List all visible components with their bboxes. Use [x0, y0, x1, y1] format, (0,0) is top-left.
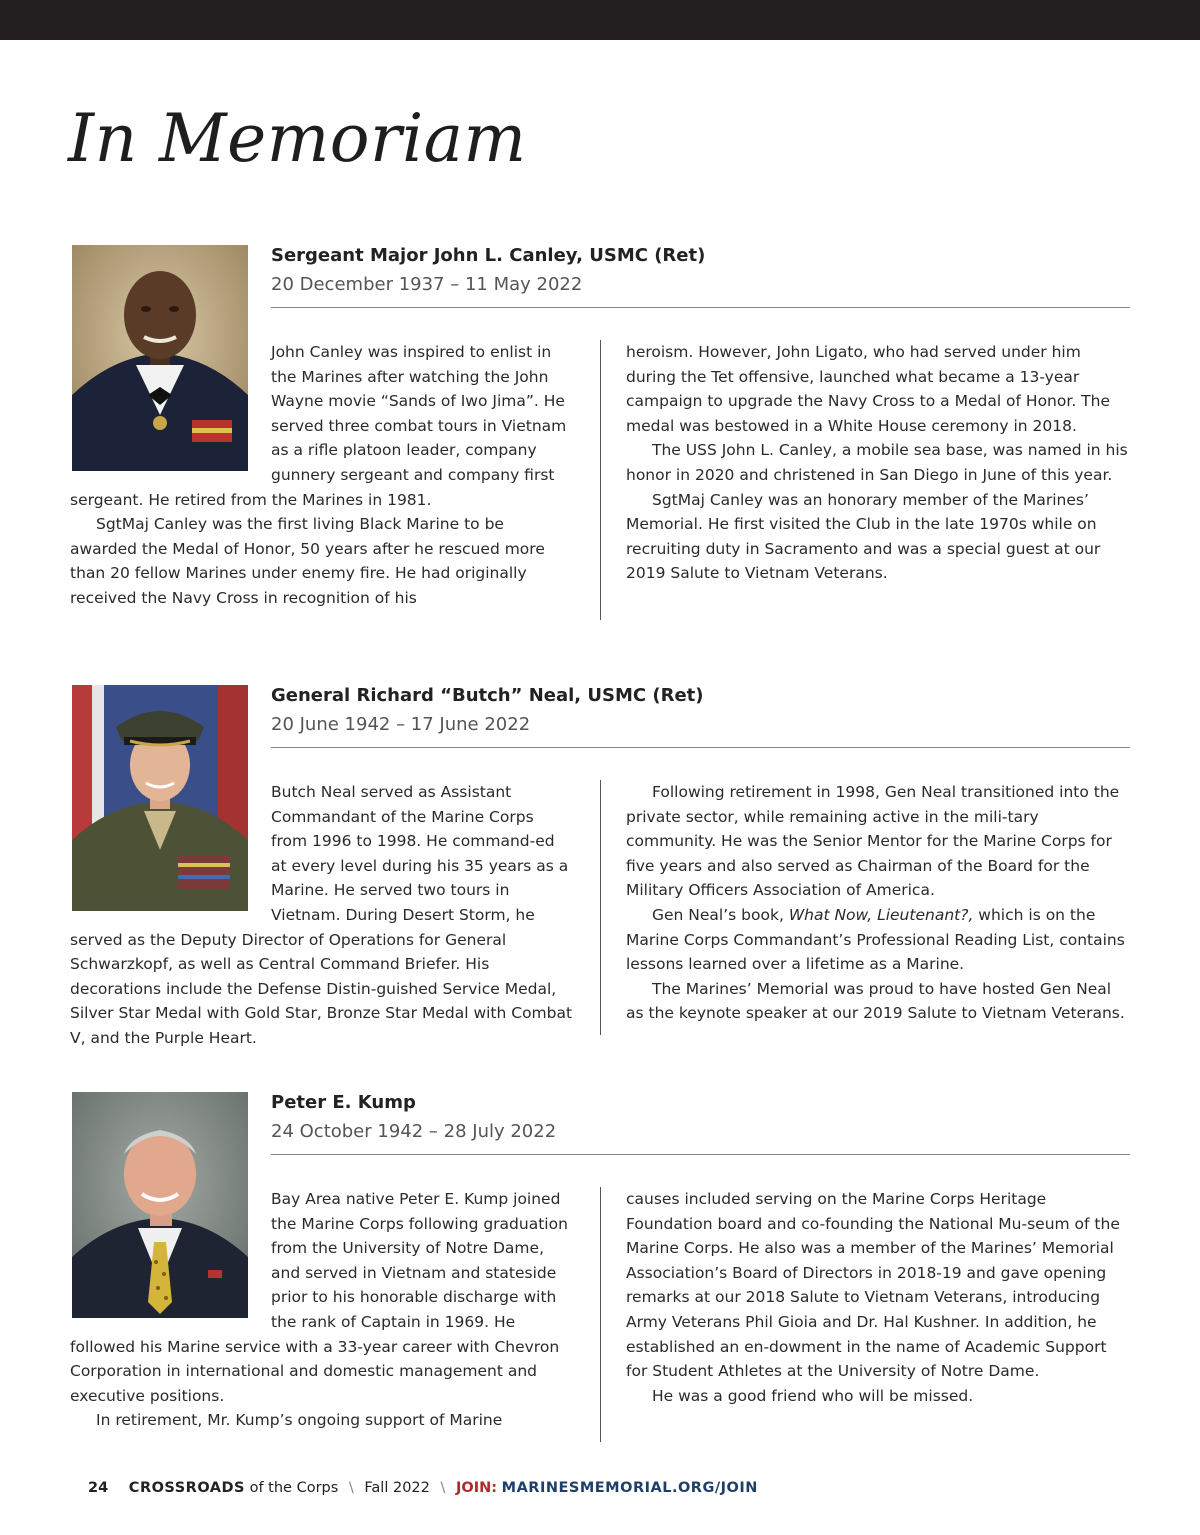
- book-text-before: Gen Neal’s book,: [652, 905, 789, 924]
- paragraph: The USS John L. Canley, a mobile sea base, was named in his honor in 2020 and christened in San Diego in June of this year.: [626, 441, 1128, 484]
- entry-rule: [271, 1154, 1130, 1155]
- entry-dates: 20 June 1942 – 17 June 2022: [271, 714, 531, 735]
- entry-name: General Richard “Butch” Neal, USMC (Ret): [271, 685, 704, 706]
- paragraph: SgtMaj Canley was the first living Black Marine to be awarded the Medal of Honor, 50 years after he rescued more than 20 fellow Marines under enemy fire. He had originally received the Navy Cross in recognition of his: [70, 515, 545, 607]
- footer-separator: \: [440, 1480, 446, 1496]
- issue-label: Fall 2022: [364, 1480, 430, 1496]
- entry-name: Sergeant Major John L. Canley, USMC (Ret): [271, 245, 706, 266]
- paragraph: He was a good friend who will be missed.: [652, 1386, 974, 1405]
- publication-subtitle: of the Corps: [244, 1480, 339, 1496]
- book-text-after: which is on the Marine Corps Commandant’s Professional Reading List, contains lessons learned over a lifetime as a Marine.: [626, 905, 1125, 974]
- text-column-right: [626, 340, 1130, 586]
- text-column-left: [70, 780, 574, 1051]
- text-column-right: [626, 780, 1130, 1026]
- join-label: JOIN:: [455, 1480, 498, 1496]
- footer-separator: \: [348, 1480, 354, 1496]
- entry-dates: 24 October 1942 – 28 July 2022: [271, 1121, 557, 1142]
- top-bar: [0, 0, 1200, 40]
- book-title: What Now, Lieutenant?,: [788, 905, 974, 924]
- entry-rule: [271, 747, 1130, 748]
- text-column-right: [626, 1187, 1130, 1408]
- entry-rule: [271, 307, 1130, 308]
- page-number: 24: [88, 1480, 109, 1496]
- paragraph-book: [626, 903, 1130, 977]
- paragraph: The Marines’ Memorial was proud to have hosted Gen Neal as the keynote speaker at our 2019 Salute to Vietnam Veterans.: [626, 979, 1125, 1023]
- paragraph: SgtMaj Canley was an honorary member of the Marines’ Memorial. He first visited the Club in the late 1970s while on recruiting duty in Sacramento and was a special guest at our 2019 Salute to Vietnam Veterans.: [626, 490, 1101, 583]
- paragraph: Butch Neal served as Assistant Commandant of the Marine Corps from 1996 to 1998. He command-ed at every level during his 35 years as a Marine. He served two tours in Vietnam. During Desert Storm, he served as the Deputy Director of Operations for General Schwarzkopf, as well as Central Command Briefer. His decorations include the Defense Distin-guished Service Medal, Silver Star Medal with Gold Star, Bronze Star Medal with Combat V, and the Purple Heart.: [70, 783, 573, 1047]
- paragraph: Bay Area native Peter E. Kump joined the Marine Corps following graduation from the University of Notre Dame, and served in Vietnam and stateside prior to his honorable discharge with the rank of Captain in 1969. He followed his Marine service with a 33-year career with Chevron Corporation in international and domestic management and executive positions.: [70, 1190, 568, 1405]
- page-title: In Memoriam: [68, 100, 527, 177]
- paragraph: causes included serving on the Marine Corps Heritage Foundation board and co-founding the National Mu-seum of the Marine Corps. He also was a member of the Marines’ Memorial Association’s Board of Directors in 2018-19 and gave opening remarks at our 2018 Salute to Vietnam Veterans, introducing Army Veterans Phil Gioia and Dr. Hal Kushner. In addition, he established an en-dowment in the name of Academic Support for Student Athletes at the University of Notre Dame.: [626, 1190, 1120, 1381]
- column-divider: [600, 1187, 601, 1442]
- text-column-left: [70, 340, 574, 611]
- paragraph: Following retirement in 1998, Gen Neal transitioned into the private sector, while remaining active in the mili-tary community. He was the Senior Mentor for the Marine Corps for five years and also served as Chairman of the Board for the Military Officers Association of America.: [626, 783, 1120, 900]
- entry-name: Peter E. Kump: [271, 1092, 416, 1113]
- join-link[interactable]: MARINESMEMORIAL.ORG/JOIN: [501, 1480, 758, 1496]
- entry-dates: 20 December 1937 – 11 May 2022: [271, 274, 583, 295]
- paragraph: John Canley was inspired to enlist in the Marines after watching the John Wayne movie “Sands of Iwo Jima”. He served three combat tours in Vietnam as a rifle platoon leader, company gunnery sergeant and company first sergeant. He retired from the Marines in 1981.: [70, 343, 567, 509]
- page-footer: [88, 1480, 758, 1496]
- paragraph: In retirement, Mr. Kump’s ongoing support of Marine: [96, 1411, 503, 1430]
- text-column-left: [70, 1187, 574, 1433]
- column-divider: [600, 780, 601, 1035]
- publication-name: CROSSROADS: [128, 1480, 245, 1496]
- column-divider: [600, 340, 601, 620]
- paragraph: heroism. However, John Ligato, who had served under him during the Tet offensive, launched what became a 13-year campaign to upgrade the Navy Cross to a Medal of Honor. The medal was bestowed in a White House ceremony in 2018.: [626, 343, 1110, 435]
